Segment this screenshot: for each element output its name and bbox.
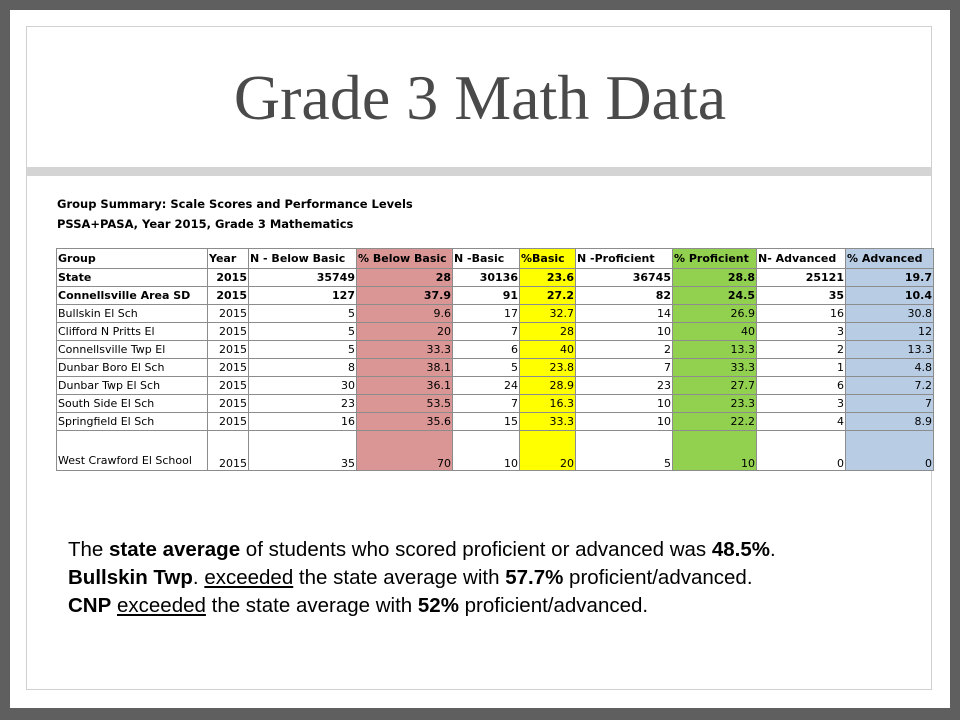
header-pct-proficient: % Proficient bbox=[673, 249, 757, 269]
cell-pct-basic: 23.8 bbox=[520, 359, 576, 377]
cell-year: 2015 bbox=[208, 323, 249, 341]
cell-n-below-basic: 5 bbox=[249, 323, 357, 341]
cell-n-basic: 30136 bbox=[453, 269, 520, 287]
cell-year: 2015 bbox=[208, 377, 249, 395]
cell-pct-below-basic: 9.6 bbox=[357, 305, 453, 323]
cell-n-advanced: 6 bbox=[757, 377, 846, 395]
cell-n-proficient: 2 bbox=[576, 341, 673, 359]
cell-year: 2015 bbox=[208, 287, 249, 305]
findings-text bbox=[68, 536, 776, 620]
cell-pct-below-basic: 35.6 bbox=[357, 413, 453, 431]
cell-pct-basic: 28.9 bbox=[520, 377, 576, 395]
cell-pct-advanced: 12 bbox=[846, 323, 934, 341]
cell-group: State bbox=[57, 269, 208, 287]
cell-n-below-basic: 16 bbox=[249, 413, 357, 431]
cell-n-below-basic: 35749 bbox=[249, 269, 357, 287]
cell-n-advanced: 1 bbox=[757, 359, 846, 377]
cell-group: Bullskin El Sch bbox=[57, 305, 208, 323]
cell-pct-basic: 23.6 bbox=[520, 269, 576, 287]
table-row bbox=[57, 323, 934, 341]
cell-n-basic: 15 bbox=[453, 413, 520, 431]
cell-n-proficient: 10 bbox=[576, 413, 673, 431]
cell-group: Springfield El Sch bbox=[57, 413, 208, 431]
cell-n-advanced: 35 bbox=[757, 287, 846, 305]
cell-group: Dunbar Boro El Sch bbox=[57, 359, 208, 377]
cell-pct-proficient: 26.9 bbox=[673, 305, 757, 323]
bold-fragment: Bullskin Twp bbox=[68, 566, 193, 589]
table-row bbox=[57, 341, 934, 359]
header-pct-below-basic: % Below Basic bbox=[357, 249, 453, 269]
text-fragment: the state average with bbox=[205, 594, 418, 617]
cell-pct-advanced: 19.7 bbox=[846, 269, 934, 287]
cell-n-proficient: 5 bbox=[576, 431, 673, 471]
cell-pct-advanced: 4.8 bbox=[846, 359, 934, 377]
cell-n-below-basic: 127 bbox=[249, 287, 357, 305]
table-row bbox=[57, 377, 934, 395]
group-summary bbox=[57, 194, 413, 234]
cell-group: Connellsville Twp El bbox=[57, 341, 208, 359]
bold-fragment: CNP bbox=[68, 594, 112, 617]
header-n-below-basic: N - Below Basic bbox=[249, 249, 357, 269]
table-row bbox=[57, 431, 934, 471]
cell-n-basic: 17 bbox=[453, 305, 520, 323]
cell-n-basic: 24 bbox=[453, 377, 520, 395]
text-fragment: proficient/advanced. bbox=[458, 594, 649, 617]
finding-bullskin bbox=[68, 564, 776, 592]
math-data-table bbox=[56, 248, 934, 471]
cell-group: Connellsville Area SD bbox=[57, 287, 208, 305]
cell-pct-proficient: 10 bbox=[673, 431, 757, 471]
cell-n-advanced: 2 bbox=[757, 341, 846, 359]
cell-pct-proficient: 40 bbox=[673, 323, 757, 341]
cell-group: West Crawford El School bbox=[57, 431, 208, 471]
cell-pct-advanced: 30.8 bbox=[846, 305, 934, 323]
cell-n-basic: 7 bbox=[453, 395, 520, 413]
cell-year: 2015 bbox=[208, 395, 249, 413]
cell-group: South Side El Sch bbox=[57, 395, 208, 413]
cell-n-basic: 91 bbox=[453, 287, 520, 305]
text-fragment: proficient/advanced. bbox=[563, 566, 753, 589]
cell-pct-proficient: 33.3 bbox=[673, 359, 757, 377]
cell-year: 2015 bbox=[208, 305, 249, 323]
cell-n-below-basic: 5 bbox=[249, 305, 357, 323]
cell-pct-proficient: 23.3 bbox=[673, 395, 757, 413]
cell-n-proficient: 36745 bbox=[576, 269, 673, 287]
cell-pct-below-basic: 53.5 bbox=[357, 395, 453, 413]
cell-year: 2015 bbox=[208, 431, 249, 471]
cell-pct-below-basic: 70 bbox=[357, 431, 453, 471]
header-pct-advanced: % Advanced bbox=[846, 249, 934, 269]
cell-n-below-basic: 23 bbox=[249, 395, 357, 413]
cell-pct-advanced: 13.3 bbox=[846, 341, 934, 359]
cell-n-basic: 10 bbox=[453, 431, 520, 471]
table-header-row bbox=[57, 249, 934, 269]
cell-pct-advanced: 7 bbox=[846, 395, 934, 413]
title-divider bbox=[27, 167, 931, 176]
cell-year: 2015 bbox=[208, 413, 249, 431]
cell-year: 2015 bbox=[208, 359, 249, 377]
cell-group: Dunbar Twp El Sch bbox=[57, 377, 208, 395]
slide-title: Grade 3 Math Data bbox=[233, 62, 727, 133]
table-row bbox=[57, 359, 934, 377]
cell-n-advanced: 25121 bbox=[757, 269, 846, 287]
summary-line-1: Group Summary: Scale Scores and Performance Levels bbox=[57, 197, 413, 211]
cell-pct-proficient: 28.8 bbox=[673, 269, 757, 287]
cell-n-below-basic: 30 bbox=[249, 377, 357, 395]
cell-year: 2015 bbox=[208, 269, 249, 287]
cell-pct-proficient: 24.5 bbox=[673, 287, 757, 305]
cell-n-basic: 6 bbox=[453, 341, 520, 359]
cell-n-proficient: 10 bbox=[576, 395, 673, 413]
cell-pct-basic: 32.7 bbox=[520, 305, 576, 323]
table-row bbox=[57, 413, 934, 431]
cell-n-below-basic: 5 bbox=[249, 341, 357, 359]
cell-pct-advanced: 7.2 bbox=[846, 377, 934, 395]
header-n-advanced: N- Advanced bbox=[757, 249, 846, 269]
header-group: Group bbox=[57, 249, 208, 269]
header-n-proficient: N -Proficient bbox=[576, 249, 673, 269]
table-row bbox=[57, 305, 934, 323]
cell-pct-proficient: 27.7 bbox=[673, 377, 757, 395]
header-year: Year bbox=[208, 249, 249, 269]
cell-n-advanced: 3 bbox=[757, 395, 846, 413]
cell-pct-below-basic: 37.9 bbox=[357, 287, 453, 305]
table-row-district bbox=[57, 287, 934, 305]
header-n-basic: N -Basic bbox=[453, 249, 520, 269]
cell-n-basic: 5 bbox=[453, 359, 520, 377]
cell-n-proficient: 7 bbox=[576, 359, 673, 377]
cell-pct-proficient: 13.3 bbox=[673, 341, 757, 359]
header-pct-basic: %Basic bbox=[520, 249, 576, 269]
cell-n-below-basic: 35 bbox=[249, 431, 357, 471]
cell-pct-below-basic: 33.3 bbox=[357, 341, 453, 359]
cell-pct-basic: 33.3 bbox=[520, 413, 576, 431]
cell-n-proficient: 82 bbox=[576, 287, 673, 305]
cell-pct-advanced: 0 bbox=[846, 431, 934, 471]
summary-line-2: PSSA+PASA, Year 2015, Grade 3 Mathematics bbox=[57, 217, 354, 231]
bold-fragment: 57.7% bbox=[505, 566, 564, 589]
cell-n-basic: 7 bbox=[453, 323, 520, 341]
finding-cnp bbox=[68, 592, 776, 620]
underlined-fragment: exceeded bbox=[117, 594, 206, 617]
cell-n-below-basic: 8 bbox=[249, 359, 357, 377]
cell-year: 2015 bbox=[208, 341, 249, 359]
cell-pct-basic: 40 bbox=[520, 341, 576, 359]
cell-pct-below-basic: 28 bbox=[357, 269, 453, 287]
text-fragment: . bbox=[770, 538, 776, 561]
bold-fragment: 52% bbox=[417, 594, 459, 617]
table-row bbox=[57, 395, 934, 413]
cell-pct-basic: 27.2 bbox=[520, 287, 576, 305]
cell-pct-below-basic: 38.1 bbox=[357, 359, 453, 377]
cell-pct-proficient: 22.2 bbox=[673, 413, 757, 431]
finding-state-average bbox=[68, 536, 776, 564]
cell-n-advanced: 0 bbox=[757, 431, 846, 471]
bold-fragment: state average bbox=[109, 538, 241, 561]
cell-n-advanced: 4 bbox=[757, 413, 846, 431]
table-row-state bbox=[57, 269, 934, 287]
text-fragment: the state average with bbox=[293, 566, 506, 589]
text-fragment: The bbox=[68, 538, 110, 561]
bold-fragment: 48.5% bbox=[711, 538, 770, 561]
cell-pct-basic: 16.3 bbox=[520, 395, 576, 413]
cell-pct-below-basic: 36.1 bbox=[357, 377, 453, 395]
cell-pct-advanced: 10.4 bbox=[846, 287, 934, 305]
text-fragment: . bbox=[192, 566, 205, 589]
cell-n-proficient: 23 bbox=[576, 377, 673, 395]
cell-pct-basic: 20 bbox=[520, 431, 576, 471]
cell-n-advanced: 3 bbox=[757, 323, 846, 341]
cell-group: Clifford N Pritts El bbox=[57, 323, 208, 341]
cell-pct-basic: 28 bbox=[520, 323, 576, 341]
cell-pct-below-basic: 20 bbox=[357, 323, 453, 341]
text-fragment: of students who scored proficient or advanced was bbox=[240, 538, 712, 561]
cell-n-proficient: 14 bbox=[576, 305, 673, 323]
cell-pct-advanced: 8.9 bbox=[846, 413, 934, 431]
cell-n-proficient: 10 bbox=[576, 323, 673, 341]
underlined-fragment: exceeded bbox=[204, 566, 294, 589]
slide bbox=[10, 10, 950, 708]
cell-n-advanced: 16 bbox=[757, 305, 846, 323]
